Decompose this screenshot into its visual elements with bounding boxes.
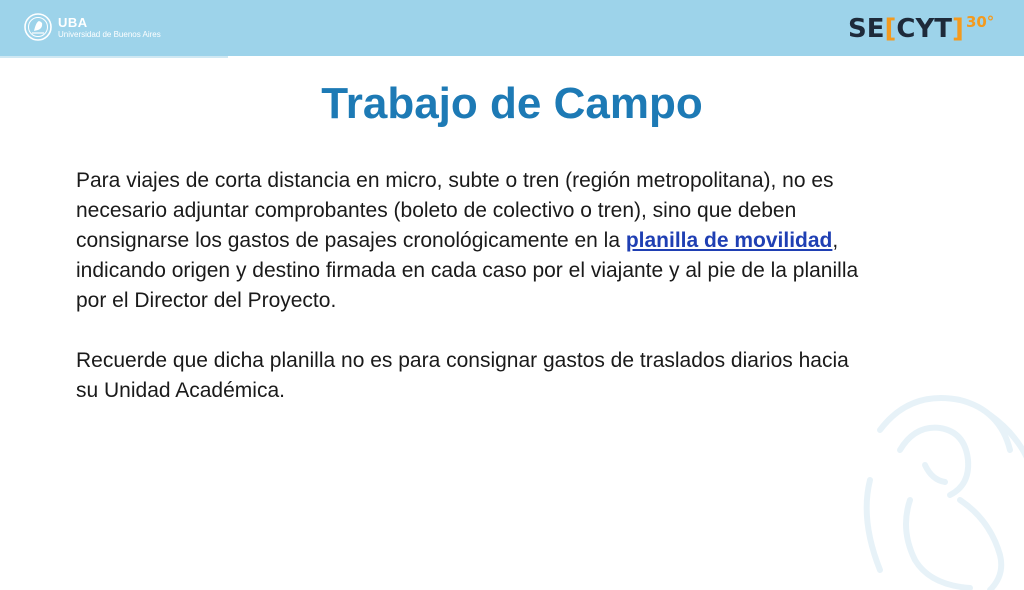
paragraph-2: Recuerde que dicha planilla no es para consignar gastos de traslados diarios hacia su Unidad Académica.: [76, 349, 849, 402]
secyt-core: CYT: [896, 14, 953, 44]
header-underline: [0, 56, 228, 58]
uba-subtitle: Universidad de Buenos Aires: [58, 29, 161, 39]
paragraph-1-text-after: , indicando origen y destino firmada en cada caso por el viajante y al pie de la planilla por el Director del Proyecto.: [76, 229, 859, 312]
secyt-anniversary: 30°: [965, 13, 995, 31]
slide-body: [76, 166, 876, 406]
uba-logo: [24, 13, 161, 41]
secyt-prefix: SE: [848, 14, 885, 44]
uba-name: UBA: [58, 14, 88, 30]
secyt-logo: [848, 14, 994, 46]
secyt-bracket-close: ]: [952, 14, 964, 44]
uba-seal-icon: [24, 13, 52, 41]
paragraph-1-text-before: Para viajes de corta distancia en micro, subte o tren (región metropolitana), no es necesario adjuntar comprobantes (boleto de colectivo o tren), sino que deben consignarse los gastos de pasajes cronológicamente en la: [76, 169, 834, 252]
statue-watermark-icon: [840, 370, 1024, 590]
paragraph-1: [76, 166, 876, 316]
planilla-movilidad-link[interactable]: planilla de movilidad: [625, 229, 833, 252]
secyt-bracket-open: [: [884, 14, 897, 44]
slide-title: Trabajo de Campo: [321, 79, 703, 128]
